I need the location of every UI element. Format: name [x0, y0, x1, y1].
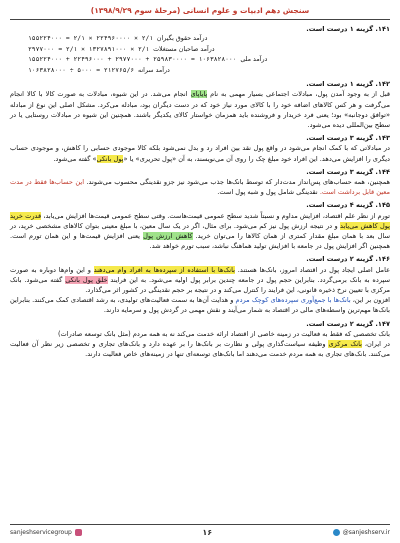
header-divider	[10, 19, 390, 20]
formula-block	[10, 34, 390, 76]
answer-content	[10, 24, 390, 359]
question-146-head: ۱۴۶. گزینه ۲ درست است.	[306, 255, 390, 264]
answer-paragraph: بانک تخصصی که فقط به فعالیت در زمینه خاصی از اقتصاد ارائه خدمت می‌کند نه به همه مردم (مثل بانک توسعه صادرات)	[57, 329, 390, 338]
answer-paragraph: در ایران، بانک مرکزی وظیفه سیاست‌گذاری پولی و نظارت بر بانک‌ها را بر عهده دارد و بانک‌های تجاری و تخصصی زیر نظر آن فعالیت می‌کنند. بانک‌های تجاری به همه مردم خدمت می‌دهند اما بانک‌های توسعه‌ای تنها در زمینه‌های خاص فعالیت دارند.	[10, 340, 390, 359]
question-142-head: ۱۴۲. گزینه ۱ درست است.	[306, 80, 390, 89]
telegram-icon	[333, 529, 340, 536]
formula-line: ۱۰۶۳۸۲۸۰۰۰ ÷ ۵۰۰۰ = ۲۱۲۷۶۵/۶ درآمد سرانه	[28, 66, 170, 74]
question-144-head: ۱۴۴. گزینه ۳ درست است.	[306, 167, 390, 176]
page-footer	[10, 524, 390, 537]
answer-paragraph: قبل از به وجود آمدن پول، مبادلات اجتماعی بسیار مهمی به نام پایاپای انجام می‌شد. در این شیوه، مبادلات به صورت کالا با کالا انجام می‌گرفت و هر کس کالاهای اضافه خود را با کالای مورد نیاز خود که در دست دیگران بود، مبادله می‌کرد. مشکل اصلی این نوع از مبادله «توافق دوجانبه» بود؛ یعنی فرد خریدار و فروشنده باید همزمان خواستار کالای یکدیگر باشند. همچنین این شیوه در مبادلات روستایی یا در سطح بین‌المللی دیده می‌شود.	[10, 90, 390, 130]
footer-social-link[interactable]: sanjeshservicegroup	[10, 529, 82, 536]
answer-paragraph: عامل اصلی ایجاد پول در اقتصاد امروز، بانک‌ها هستند. بانک‌ها با استفاده از سپرده‌ها به افراد وام می‌دهند و این وام‌ها دوباره به صورت سپرده به بانک برمی‌گردد. بنابراین حجم پول در جامعه چندین برابر پول اولیه می‌شود. به این فرایند خلق پول بانکی گفته می‌شود. بانک مرکزی با تعیین نرخ ذخیره قانونی، این فرایند را کنترل می‌کند و در نتیجه بر حجم نقدینگی در کشور اثر می‌گذارد.	[10, 265, 391, 295]
question-141-head: ۱۴۱. گزینه ۱ درست است.	[306, 25, 390, 33]
answer-paragraph: همچنین، همه حساب‌های پس‌انداز مدت‌دار که توسط بانک‌ها جذب می‌شود نیز جزو نقدینگی محسوب می‌شوند. این حساب‌ها فقط در مدت معین قابل برداشت است. نقدینگی شامل پول و شبه پول است.	[10, 178, 390, 197]
footer-site-link[interactable]: @sanjeshserv.ir	[333, 529, 390, 536]
page-number: ۱۶	[202, 528, 213, 537]
formula-line: ۱۵۵۲۲۴۰۰۰ + ۲۲۴۹۶۰۰۰ + ۲۹۷۷۰۰۰ + ۲۵۹۸۳۰۰۰۰ = ۱۰۶۳۸۲۸۰۰۰ درآمد ملی	[28, 56, 268, 64]
question-143-head: ۱۴۳. گزینه ۳ درست است.	[306, 134, 390, 143]
formula-line: ۱۵۵۲۲۴۰۰۰ = ۲/۱ × ۲۲۴۹۶۰۰۰۰ × ۲/۱ درآمد حقوق بگیران	[28, 35, 208, 43]
question-145-head: ۱۴۵. گزینه ۴ درست است.	[306, 201, 390, 210]
formula-line: ۲۹۷۷۰۰۰ = ۲/۱ × ۱۳۲۷۸۹۱۰۰۰ × ۲/۱ درآمد صاحبان مستغلات	[28, 45, 215, 53]
question-147-head: ۱۴۷. گزینه ۲ درست است.	[306, 319, 390, 328]
instagram-icon	[75, 529, 82, 536]
answer-paragraph: افزون بر این، بانک‌ها با جمع‌آوری سپرده‌های کوچک مردم و هدایت آن‌ها به سمت فعالیت‌های تولیدی، به رشد اقتصادی کمک می‌کنند. بنابراین بانک‌ها مهم‌ترین واسطه‌های مالی در اقتصاد به شمار می‌آیند و نقش مهمی در گردش پول و سرمایه دارند.	[10, 296, 390, 315]
answer-paragraph: در مبادلاتی که با کمک انجام می‌شود در واقع پول نقد بین افراد رد و بدل نمی‌شود بلکه کالا موجودی حسابی را کاهش، و موجودی حساب دیگری را افزایش می‌دهد. این افراد خود مبلغ چک را روی آن می‌نویسند، به آن «پول تحریری» یا «پول بانکی» گفته می‌شود.	[10, 144, 390, 163]
page-header-title: سنجش دهم ادبیات و علوم انسانی (مرحلهٔ سوم ۱۳۹۸/۹/۲۹)	[90, 6, 310, 15]
answer-paragraph: تورم از نظر علم اقتصاد، افزایش مداوم و نسبتاً شدید سطح عمومی قیمت‌هاست. وقتی سطح عمومی قیمت‌ها افزایش می‌یابد، قدرت خرید پول کاهش می‌یابد و در نتیجه ارزش پول نیز کم می‌شود. برای مثال، اگر در یک سال معین، با مبلغ معینی بتوان کالاهای مشخصی خرید، در سال بعد با همان مبلغ مقدار کمتری از همان کالاها را می‌توان خرید. کاهش ارزش پول یعنی افزایش قیمت‌ها و این همان تورم است. همچنین اگر افزایش پول در جامعه با افزایش تولید هماهنگ نباشد، سبب تورم خواهد شد.	[10, 211, 390, 251]
